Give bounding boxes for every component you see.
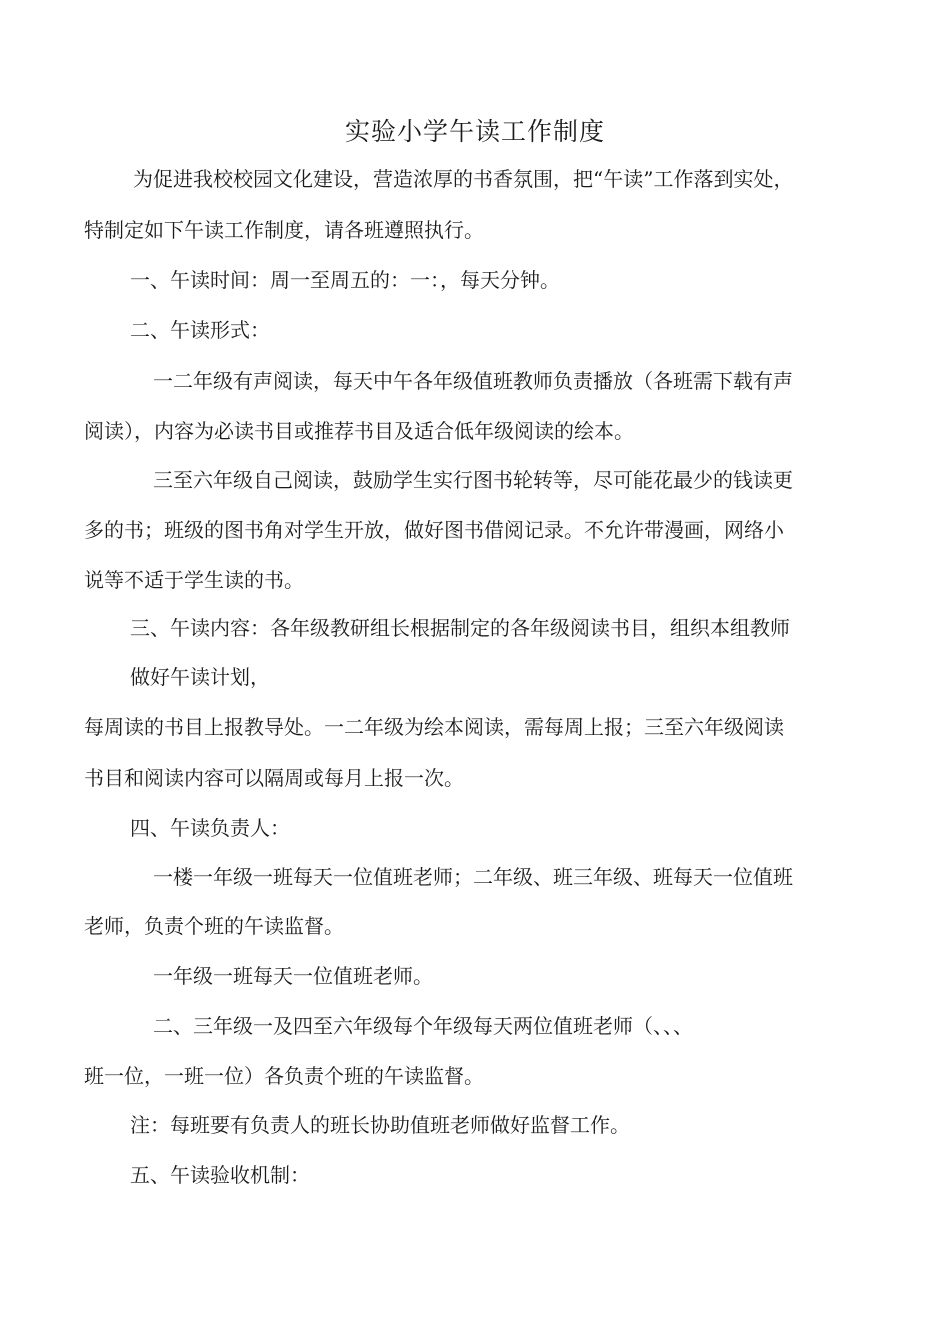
paragraph-line: 五、午读验收机制：: [130, 1163, 310, 1187]
paragraph-line: 一楼一年级一班每天一位值班老师；二年级、班三年级、班每天一位值班: [153, 865, 793, 889]
paragraph-line: 二、午读形式：: [130, 318, 270, 342]
paragraph-line: 阅读），内容为必读书目或推荐书目及适合低年级阅读的绘本。: [84, 419, 634, 443]
paragraph-line: 一二年级有声阅读，每天中午各年级值班教师负责播放（各班需下载有声: [153, 369, 793, 393]
paragraph-line: 做好午读计划，: [130, 665, 270, 689]
paragraph-line: 二、三年级一及四至六年级每个年级每天两位值班老师（、、、: [153, 1014, 693, 1038]
paragraph-line: 四、午读负责人：: [130, 816, 290, 840]
paragraph-line: 三、午读内容：各年级教研组长根据制定的各年级阅读书目，组织本组教师: [130, 616, 790, 640]
paragraph-line: 多的书；班级的图书角对学生开放，做好图书借阅记录。不允许带漫画，网络小: [84, 518, 784, 542]
paragraph-line: 书目和阅读内容可以隔周或每月上报一次。: [84, 766, 464, 790]
paragraph-line: 一年级一班每天一位值班老师。: [153, 964, 433, 988]
paragraph-line: 说等不适于学生读的书。: [84, 568, 304, 592]
paragraph-line: 班一位，一班一位）各负责个班的午读监督。: [84, 1064, 484, 1088]
paragraph-line: 每周读的书目上报教导处。一二年级为绘本阅读，需每周上报；三至六年级阅读: [84, 715, 784, 739]
paragraph-line: 为促进我校校园文化建设，营造浓厚的书香氛围，把“午读”工作落到实处，: [133, 167, 794, 191]
paragraph-line: 老师，负责个班的午读监督。: [84, 914, 344, 938]
document-title: 实验小学午读工作制度: [344, 117, 605, 146]
paragraph-line: 特制定如下午读工作制度，请各班遵照执行。: [84, 218, 484, 242]
paragraph-line: 一、午读时间：周一至周五的：一：，每天分钟。: [130, 268, 560, 292]
paragraph-line: 三至六年级自己阅读，鼓励学生实行图书轮转等，尽可能花最少的钱读更: [153, 468, 793, 492]
paragraph-line: 注：每班要有负责人的班长协助值班老师做好监督工作。: [130, 1113, 630, 1137]
